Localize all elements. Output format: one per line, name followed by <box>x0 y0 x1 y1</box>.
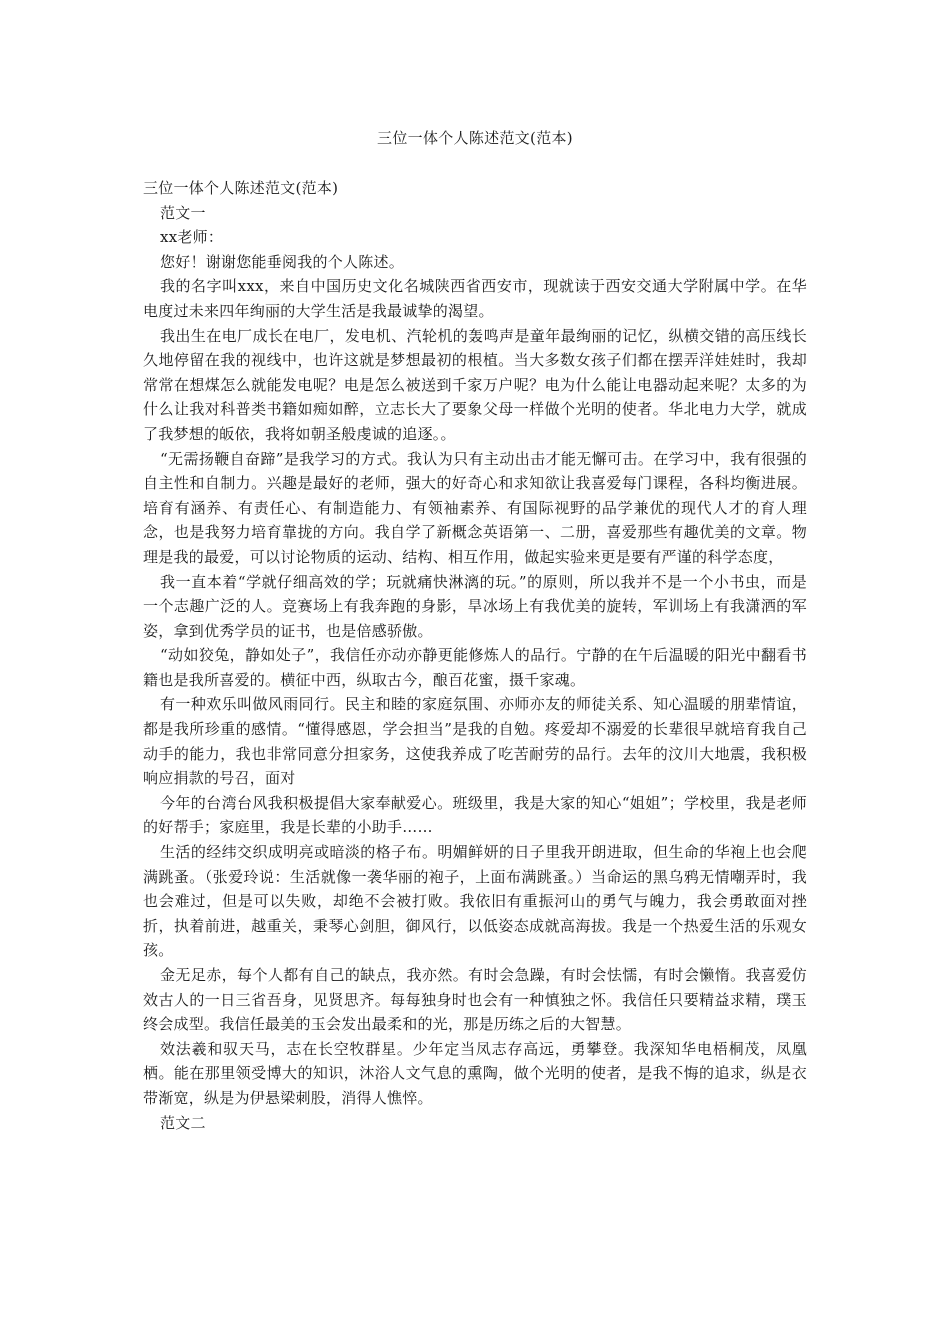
paragraph: 范文一 <box>160 203 206 222</box>
paragraph: 有一种欢乐叫做风雨同行。民主和睦的家庭氛围、亦师亦友的师徒关系、知心温暖的朋辈情谊，都是我所珍重的感情。“懂得感恩，学会担当”是我的自勉。疼爱却不溺爱的长辈很早就培育我自己动手的能力，我也非常同意分担家务，这使我养成了吃苦耐劳的品行。去年的汶川大地震，我积极响应捐款的号召，面对 <box>143 695 807 788</box>
paragraph: “无需扬鞭自奋蹄”是我学习的方式。我认为只有主动出击才能无懈可击。在学习中，我有很强的自主性和自制力。兴趣是最好的老师，强大的好奇心和求知欲让我喜爱每门课程，各科均衡进展。培育有涵养、有责任心、有制造能力、有领袖素养、有国际视野的品学兼优的现代人才的育人理念，也是我努力培育靠拢的方向。我自学了新概念英语第一、二册，喜爱那些有趣优美的文章。物理是我的最爱，可以讨论物质的运动、结构、相互作用，做起实验来更是要有严谨的科学态度， <box>143 449 807 566</box>
paragraph: 范文二 <box>160 1113 206 1132</box>
paragraph: 生活的经纬交织成明亮或暗淡的格子布。明媚鲜妍的日子里我开朗进取，但生命的华袍上也会爬满跳蚤。（张爱玲说：生活就像一袭华丽的袍子，上面布满跳蚤。）当命运的黑乌鸦无情嘲弄时，我也会难过，但是可以失败，却绝不会被打败。我依旧有重振河山的勇气与魄力，我会勇敢面对挫折，执着前进，越重关，秉琴心剑胆，御风行，以低姿态成就高海拔。我是一个热爱生活的乐观女孩。 <box>143 843 807 960</box>
paragraph: 我的名字叫xxx，来自中国历史文化名城陕西省西安市，现就读于西安交通大学附属中学。在华电度过未来四年绚丽的大学生活是我最诚挚的渴望。 <box>143 277 807 320</box>
paragraph: 效法羲和驭天马，志在长空牧群星。少年定当凤志存高远，勇攀登。我深知华电梧桐茂，凤凰栖。能在那里领受博大的知识，沐浴人文气息的熏陶，做个光明的使者，是我不悔的追求，纵是衣带渐宽，纵是为伊悬梁刺股，消得人憔悴。 <box>143 1039 807 1107</box>
paragraph: 我出生在电厂成长在电厂，发电机、汽轮机的轰鸣声是童年最绚丽的记忆，纵横交错的高压线长久地停留在我的视线中，也许这就是梦想最初的根植。当大多数女孩子们都在摆弄洋娃娃时，我却常常在想煤怎么就能发电呢？电是怎么被送到千家万户呢？电为什么能让电器动起来呢？太多的为什么让我对科普类书籍如痴如醉，立志长大了要象父母一样做个光明的使者。华北电力大学，就成了我梦想的皈依，我将如朝圣般虔诚的追逐。。 <box>143 326 807 443</box>
paragraph: 金无足赤，每个人都有自己的缺点，我亦然。有时会急躁，有时会怯懦，有时会懒惰。我喜爱仿效古人的一日三省吾身，见贤思齐。每每独身时也会有一种慎独之怀。我信任只要精益求精，璞玉终会成型。我信任最美的玉会发出最柔和的光，那是历练之后的大智慧。 <box>143 966 807 1034</box>
document-title: 三位一体个人陈述范文(范本) <box>377 129 573 147</box>
document-body <box>143 176 807 1135</box>
paragraph: 我一直本着“学就仔细高效的学；玩就痛快淋漓的玩。”的原则，所以我并不是一个小书虫，而是一个志趣广泛的人。竞赛场上有我奔跑的身影，旱冰场上有我优美的旋转，军训场上有我潇洒的军姿，拿到优秀学员的证书，也是倍感骄傲。 <box>143 572 807 640</box>
paragraph: 您好！谢谢您能垂阅我的个人陈述。 <box>160 252 405 271</box>
paragraph: 今年的台湾台风我积极提倡大家奉献爱心。班级里，我是大家的知心“姐姐”；学校里，我是老师的好帮手；家庭里，我是长辈的小助手…… <box>143 793 807 837</box>
paragraph: xx老师： <box>160 228 224 247</box>
paragraph: 三位一体个人陈述范文(范本) <box>143 179 339 197</box>
paragraph: “动如狡兔，静如处子”，我信任亦动亦静更能修炼人的品行。宁静的在午后温暖的阳光中翻看书籍也是我所喜爱的。横征中西，纵取古今，酿百花蜜，摄千家魂。 <box>143 646 807 689</box>
